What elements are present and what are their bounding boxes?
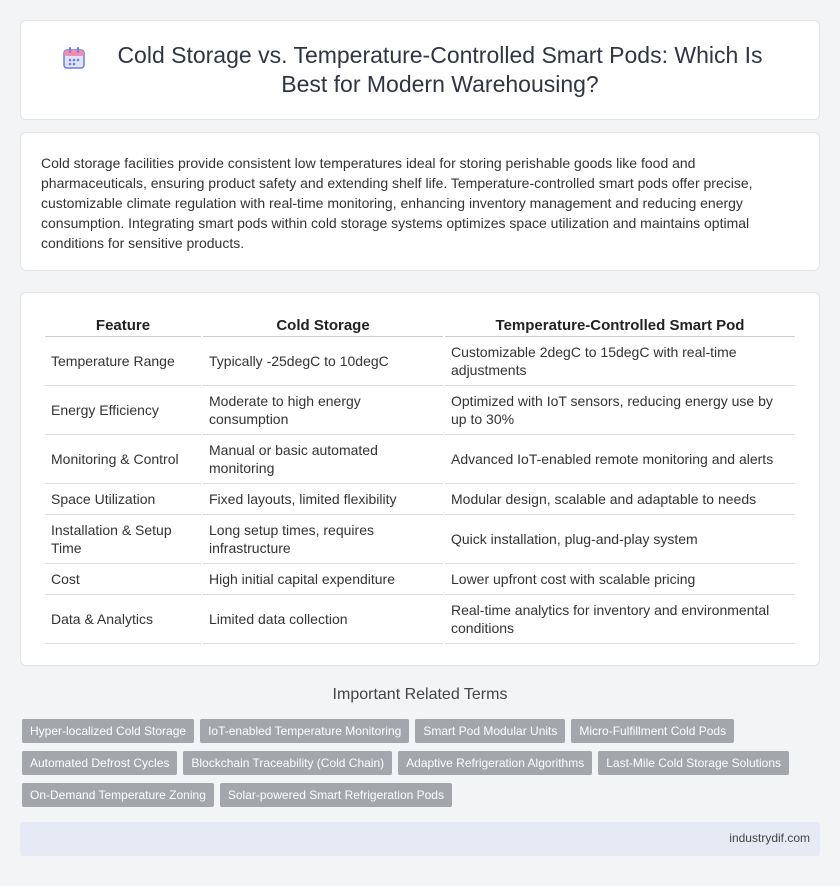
comparison-table <box>43 313 797 644</box>
cell-smart-pod: Quick installation, plug-and-play system <box>445 515 795 564</box>
related-terms-tags <box>22 719 822 807</box>
cell-feature: Monitoring & Control <box>45 435 201 484</box>
tag-micro-fulfillment-cold-pods[interactable]: Micro-Fulfillment Cold Pods <box>571 719 734 743</box>
cell-feature: Cost <box>45 564 201 595</box>
header-smart-pod: Temperature-Controlled Smart Pod <box>445 313 795 337</box>
tag-hyper-localized-cold-storage[interactable]: Hyper-localized Cold Storage <box>22 719 194 743</box>
cell-cold-storage: Moderate to high energy consumption <box>203 386 443 435</box>
header-cold-storage: Cold Storage <box>203 313 443 337</box>
cell-feature: Installation & Setup Time <box>45 515 201 564</box>
cell-cold-storage: Manual or basic automated monitoring <box>203 435 443 484</box>
cell-feature: Temperature Range <box>45 337 201 386</box>
cell-smart-pod: Advanced IoT-enabled remote monitoring and alerts <box>445 435 795 484</box>
cell-cold-storage: High initial capital expenditure <box>203 564 443 595</box>
intro-paragraph: Cold storage facilities provide consistent low temperatures ideal for storing perishable goods like food and pharmaceuticals, ensuring product safety and extending shelf life. Temperature-controlled smart pods offer precise, customizable climate regulation with real-time monitoring, enhancing inventory management and reducing energy consumption. Integrating smart pods within cold storage systems optimizes space utilization and maintains optimal conditions for sensitive products. <box>41 155 753 251</box>
page-title: Cold Storage vs. Temperature-Controlled Smart Pods: Which Is Best for Modern Warehousing? <box>117 42 763 97</box>
footer-site-link[interactable]: industrydif.com <box>729 831 810 845</box>
table-row <box>45 484 795 515</box>
table-row <box>45 435 795 484</box>
calendar-icon <box>61 45 87 71</box>
table-row <box>45 515 795 564</box>
cell-smart-pod: Lower upfront cost with scalable pricing <box>445 564 795 595</box>
cell-cold-storage: Typically -25degC to 10degC <box>203 337 443 386</box>
header-feature: Feature <box>45 313 201 337</box>
cell-cold-storage: Limited data collection <box>203 595 443 644</box>
cell-smart-pod: Real-time analytics for inventory and environmental conditions <box>445 595 795 644</box>
tag-automated-defrost-cycles[interactable]: Automated Defrost Cycles <box>22 751 177 775</box>
cell-smart-pod: Customizable 2degC to 15degC with real-time adjustments <box>445 337 795 386</box>
table-header-row <box>45 313 795 337</box>
tag-last-mile-cold-storage[interactable]: Last-Mile Cold Storage Solutions <box>598 751 789 775</box>
cell-cold-storage: Fixed layouts, limited flexibility <box>203 484 443 515</box>
tag-solar-powered-refrigeration-pods[interactable]: Solar-powered Smart Refrigeration Pods <box>220 783 452 807</box>
related-terms-section <box>0 686 840 713</box>
table-row <box>45 386 795 435</box>
cell-smart-pod: Modular design, scalable and adaptable to needs <box>445 484 795 515</box>
table-row <box>45 337 795 386</box>
tag-iot-temperature-monitoring[interactable]: IoT-enabled Temperature Monitoring <box>200 719 409 743</box>
cell-smart-pod: Optimized with IoT sensors, reducing energy use by up to 30% <box>445 386 795 435</box>
title-card <box>20 20 820 120</box>
intro-card <box>20 132 820 271</box>
cell-cold-storage: Long setup times, requires infrastructure <box>203 515 443 564</box>
cell-feature: Data & Analytics <box>45 595 201 644</box>
related-terms-heading: Important Related Terms <box>332 686 508 703</box>
tag-blockchain-traceability[interactable]: Blockchain Traceability (Cold Chain) <box>183 751 392 775</box>
comparison-card <box>20 292 820 666</box>
cell-feature: Space Utilization <box>45 484 201 515</box>
table-row <box>45 595 795 644</box>
footer <box>20 822 820 856</box>
cell-feature: Energy Efficiency <box>45 386 201 435</box>
tag-on-demand-temperature-zoning[interactable]: On-Demand Temperature Zoning <box>22 783 214 807</box>
tag-smart-pod-modular-units[interactable]: Smart Pod Modular Units <box>415 719 565 743</box>
tag-adaptive-refrigeration-algorithms[interactable]: Adaptive Refrigeration Algorithms <box>398 751 592 775</box>
table-row <box>45 564 795 595</box>
